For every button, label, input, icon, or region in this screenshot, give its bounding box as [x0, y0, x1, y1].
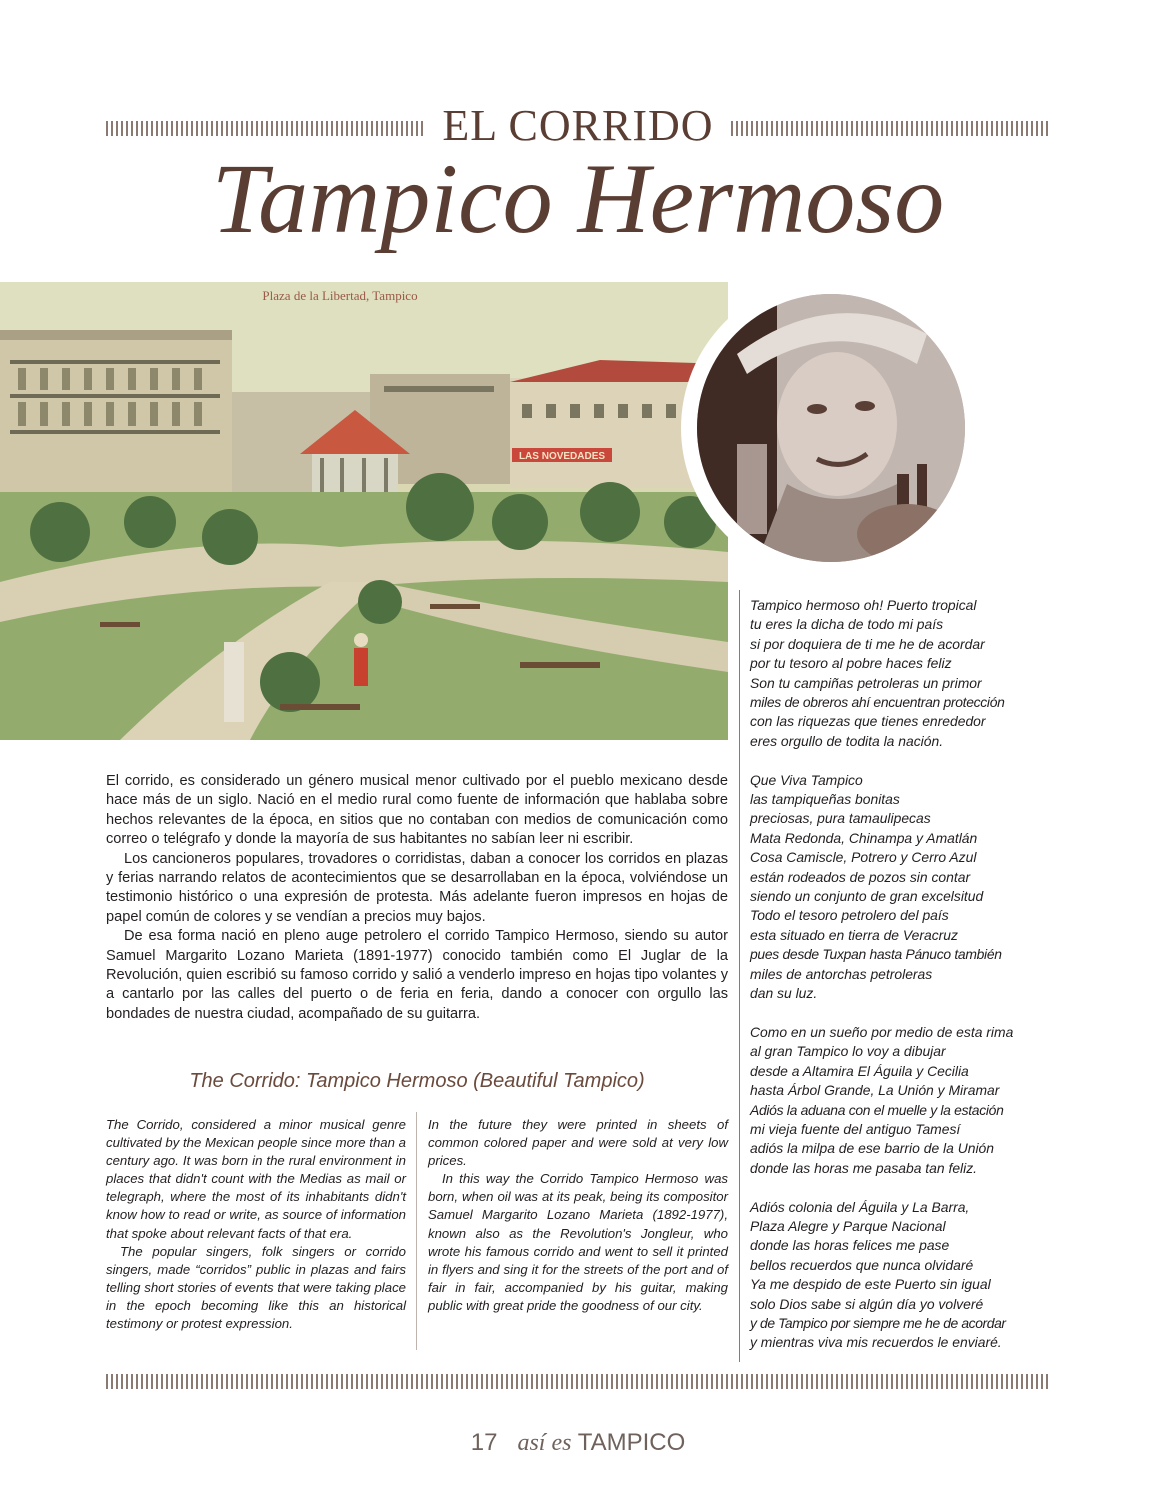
- paragraph-es: De esa forma nació en pleno auge petrolero el corrido Tampico Hermoso, siendo su autor Samuel Margarito Lozano Marieta (1891-1977) conocido también como El Juglar de la Revolución, quien escribió su famoso corrido y salió a venderlo impreso en hojas tipo volantes y a cantarlo por las calles del puerto o de feria en feria, dando a conocer con orgullo las bondades de nuestra ciudad, acompañado de su guitarra.: [106, 928, 728, 1022]
- lyric-line: preciosas, pura tamaulipecas: [750, 810, 931, 827]
- lyrics-divider: [739, 590, 740, 1362]
- lyric-line: al gran Tampico lo voy a dibujar: [750, 1043, 946, 1060]
- brand-city: TAMPICO: [577, 1429, 686, 1456]
- lyric-line: adiós la milpa de ese barrio de la Unión: [750, 1140, 995, 1157]
- stanza: [750, 1023, 1050, 1178]
- lyric-line: las tampiqueñas bonitas: [750, 791, 900, 808]
- lyric-line: están rodeados de pozos sin contar: [750, 868, 971, 885]
- paragraph-es: El corrido, es considerado un género musical menor cultivado por el pueblo mexicano desde hace más de un siglo. Nació en el medio rural como fuente de información que hablaba sobre hechos relevantes de la época, en sitios que no contaban con medios de comunicación como correo o telégrafo y donde la mayoría de sus habitantes no sabían leer ni escribir.: [106, 773, 728, 848]
- store-sign: LAS NOVEDADES: [518, 451, 606, 462]
- lyric-line: Mata Redonda, Chinampa y Amatlán: [750, 829, 978, 846]
- lyric-line: miles de obreros ahí encuentran protección: [750, 694, 1005, 711]
- paragraph-en: In the future they were printed in sheets of common colored paper and were sold at very low prices.: [428, 1117, 728, 1169]
- lyric-line: hasta Árbol Grande, La Unión y Miramar: [750, 1082, 1000, 1099]
- footer-rule: [106, 1374, 1048, 1389]
- brand-prefix: así es: [517, 1430, 572, 1456]
- lyric-line: bellos recuerdos que nunca olvidaré: [750, 1256, 974, 1273]
- english-subtitle: The Corrido: Tampico Hermoso (Beautiful Tampico): [189, 1070, 645, 1092]
- kicker-title: EL CORRIDO: [0, 100, 1156, 152]
- page-number: 17: [470, 1429, 498, 1456]
- lyric-line: dan su luz.: [750, 985, 818, 1002]
- lyric-line: pues desde Tuxpan hasta Pánuco también: [750, 946, 1002, 963]
- lyric-line: Tampico hermoso oh! Puerto tropical: [750, 597, 977, 613]
- lyric-line: Que Viva Tampico: [750, 771, 863, 788]
- postcard-caption: Plaza de la Libertad, Tampico: [262, 288, 418, 303]
- lyric-line: donde las horas me pasaba tan feliz.: [750, 1159, 978, 1176]
- stanza: [750, 1198, 1050, 1353]
- paragraph-en: In this way the Corrido Tampico Hermoso was born, when oil was at its peak, being its compositor Samuel Margarito Lozano Marieta (1892-1977), known also as the Revolution's Jongleur, who wrote his famous corrido and went to sell it printed in flyers and sing it for the streets of the port and of fair in fair, accompanied by his guitar, making public with great pride the goodness of our city.: [428, 1171, 728, 1313]
- plaza-photo: [0, 282, 728, 740]
- lyric-line: solo Dios sabe si algún día yo volveré: [750, 1295, 984, 1312]
- lyric-line: por tu tesoro al pobre haces feliz: [750, 655, 952, 672]
- stanza: [750, 596, 1050, 751]
- lyric-line: si por doquiera de ti me he de acordar: [750, 635, 985, 652]
- article-body-en-col1: [106, 1116, 406, 1333]
- page-title: Tampico Hermoso: [211, 143, 945, 254]
- lyric-line: Ya me despido de este Puerto sin igual: [750, 1276, 991, 1293]
- lyric-line: donde las horas felices me pase: [750, 1237, 950, 1254]
- article-body-es: [106, 772, 728, 1024]
- lyric-line: Cosa Camiscle, Potrero y Cerro Azul: [750, 849, 977, 866]
- paragraph-en: The Corrido, considered a minor musical genre cultivated by the Mexican people since more than a century ago. It was born in the rural environment in places that didn't count with the Medias as mail or telegraph, where the most of its inhabitants didn't know how to read or write, as source of information that spoke about relevant facts of that era.: [106, 1117, 406, 1241]
- lyric-line: y de Tampico por siempre me he de acordar: [750, 1314, 1006, 1331]
- lyric-line: con las riquezas que tienes enrededor: [750, 713, 986, 730]
- lyric-line: mi vieja fuente del antiguo Tamesí: [750, 1120, 961, 1137]
- lyric-line: Adiós la aduana con el muelle y la estación: [750, 1101, 1004, 1118]
- paragraph-en: The popular singers, folk singers or corrido singers, made “corridos” public in plazas and fairs telling short stories of events that were taking place in the epoch becoming like this an historical testimony or protest expression.: [106, 1243, 406, 1332]
- column-divider: [416, 1112, 417, 1350]
- lyric-line: eres orgullo de todita la nación.: [750, 732, 944, 749]
- lyric-line: Son tu campiñas petroleras un primor: [750, 674, 982, 691]
- lyric-line: esta situado en tierra de Veracruz: [750, 926, 958, 943]
- lyric-line: Plaza Alegre y Parque Nacional: [750, 1217, 946, 1234]
- lyric-line: Como en un sueño por medio de esta rima: [750, 1023, 1014, 1040]
- lyric-line: tu eres la dicha de todo mi país: [750, 616, 944, 633]
- article-body-en-col2: [428, 1116, 728, 1315]
- lyric-line: Adiós colonia del Águila y La Barra,: [750, 1198, 970, 1215]
- lyric-line: desde a Altamira El Águila y Cecilia: [750, 1062, 969, 1079]
- page-footer: [0, 1428, 1156, 1458]
- stanza: [750, 771, 1050, 1004]
- lyric-line: siendo un conjunto de gran excelsitud: [750, 888, 984, 905]
- lyric-line: Todo el tesoro petrolero del país: [750, 907, 949, 924]
- lyric-line: y mientras viva mis recuerdos le enviaré.: [750, 1334, 1002, 1351]
- paragraph-es: Los cancioneros populares, trovadores o corridistas, daban a conocer los corridos en plazas y ferias narrando relatos de acontecimientos que se desarrollaban en la época, volviéndose un testimonio histórico o una expresión de protesta. Más adelante fueron impresos en hojas de papel común de colores y se vendían a precios muy bajos.: [106, 850, 728, 925]
- lyric-line: miles de antorchas petroleras: [750, 965, 933, 982]
- song-lyrics: [750, 596, 1050, 1372]
- singer-portrait: [681, 278, 981, 578]
